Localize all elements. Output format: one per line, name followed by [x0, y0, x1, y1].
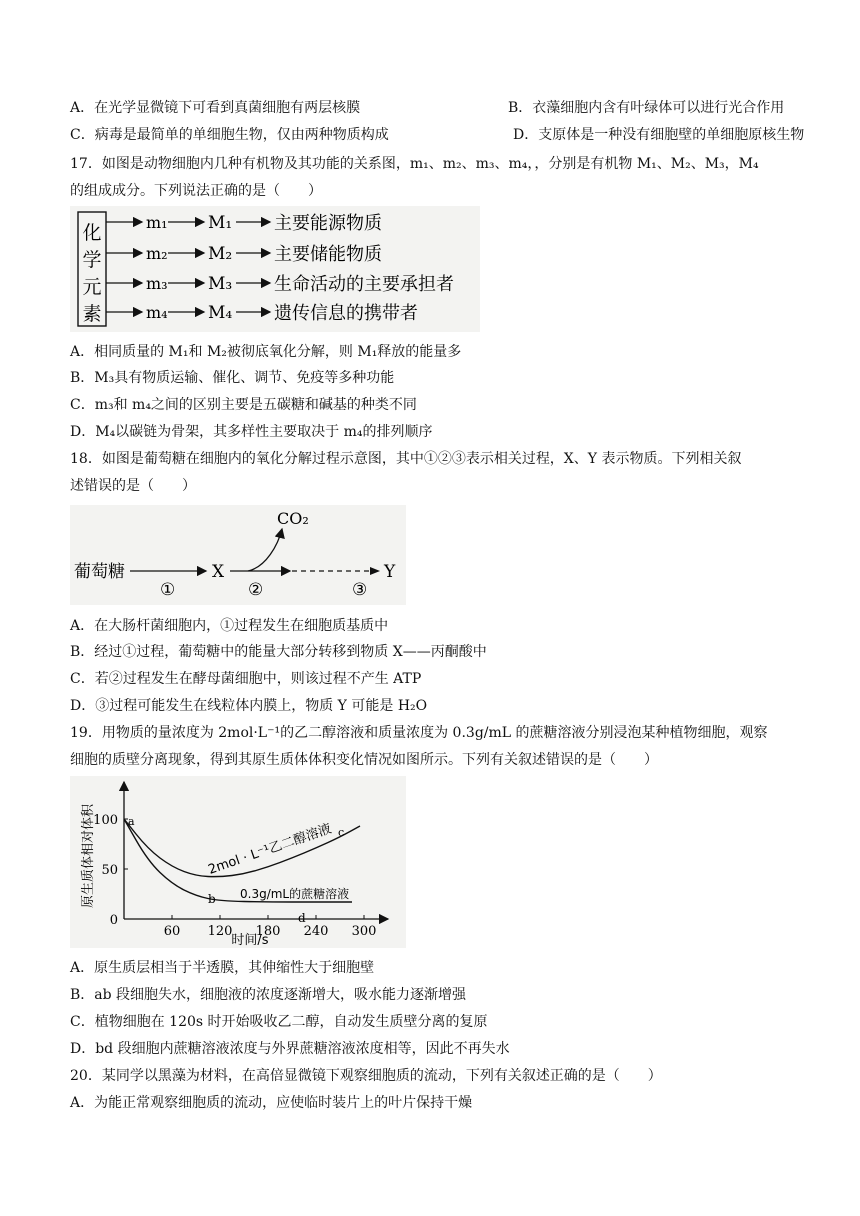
q17-figure: [70, 206, 480, 332]
q16-options-row2: [70, 125, 805, 145]
m1-label: m₁: [146, 213, 168, 232]
y-tick-label-1: 50: [101, 863, 118, 878]
y-label: Y: [384, 562, 396, 582]
x-tick-label-2: 180: [255, 924, 281, 939]
m3-label: m₃: [146, 274, 168, 293]
glucose-label: 葡萄糖: [74, 562, 125, 582]
q18-option-c: C．若②过程发生在酵母菌细胞中，则该过程不产生 ATP: [70, 671, 422, 687]
q18-option-b: B．经过①过程，葡萄糖中的能量大部分转移到物质 X——丙酮酸中: [70, 644, 487, 660]
m2-label: m₂: [146, 244, 168, 263]
q17-row-1: [106, 213, 382, 234]
q17-stem-line2: 的组成成分。下列说法正确的是（ ）: [70, 183, 322, 199]
m4-label: m₄: [146, 303, 168, 322]
q17-row-2: [106, 244, 382, 265]
q19-option-d: D．bd 段细胞内蔗糖溶液浓度与外界蔗糖溶液浓度相等，因此不再失水: [70, 1041, 510, 1057]
q16-option-b: B．衣藻细胞内含有叶绿体可以进行光合作用: [508, 100, 785, 116]
point-label-a: a: [128, 815, 135, 828]
q19-option-a: A．原生质层相当于半透膜，其伸缩性大于细胞壁: [70, 960, 375, 976]
x-axis-label: 时间/s: [231, 933, 269, 948]
co2-branch-arrow: [248, 529, 282, 571]
x-label: X: [212, 562, 225, 582]
point-label-d: d: [298, 911, 306, 925]
q16-option-d: D．支原体是一种没有细胞壁的单细胞原核生物: [513, 127, 805, 143]
M3-label: M₃: [208, 274, 233, 294]
func-4: 遗传信息的携带者: [274, 303, 418, 324]
q18-figure: [70, 505, 406, 605]
q17-row-3: [106, 274, 454, 295]
q16-option-c: C．病毒是最简单的单细胞生物，仅由两种物质构成: [70, 127, 389, 143]
q16-options-row1: [70, 98, 785, 118]
element-char-4: 素: [82, 303, 102, 325]
q16-option-a: A．在光学显微镜下可看到真菌细胞有两层核膜: [70, 100, 361, 116]
q19-stem-line2: 细胞的质壁分离现象，得到其原生质体体积变化情况如图所示。下列有关叙述错误的是（ ）: [70, 752, 658, 768]
element-char-3: 元: [82, 276, 102, 298]
q19-chart: [70, 776, 406, 948]
element-char-1: 化: [82, 222, 102, 244]
series-label-ethylene-glycol: 2mol · L⁻¹乙二醇溶液: [206, 821, 334, 878]
y-axis-label: 原生质体相对体积: [81, 803, 96, 909]
co2-label: CO₂: [277, 509, 309, 528]
func-3: 生命活动的主要承担者: [274, 274, 454, 295]
step1-label: ①: [160, 580, 176, 600]
series-label-sucrose: 0.3g/mL的蔗糖溶液: [240, 887, 350, 901]
x-tick-label-3: 240: [303, 924, 329, 939]
M4-label: M₄: [208, 303, 233, 323]
func-1: 主要能源物质: [274, 213, 382, 234]
M2-label: M₂: [208, 244, 233, 264]
q18-option-d: D．③过程可能发生在线粒体内膜上，物质 Y 可能是 H₂O: [70, 698, 428, 714]
element-char-2: 学: [82, 249, 102, 271]
step3-label: ③: [352, 580, 368, 600]
q17-stem-line1: 17．如图是动物细胞内几种有机物及其功能的关系图，m₁、m₂、m₃、m₄，，分别是有机物 M₁、M₂、M₃，M₄: [70, 156, 759, 172]
y-tick-label-0: 0: [109, 913, 118, 928]
func-2: 主要储能物质: [274, 244, 382, 265]
q18-stem-line1: 18．如图是葡萄糖在细胞内的氧化分解过程示意图，其中①②③表示相关过程，X、Y 表示物质。下列相关叙: [70, 451, 742, 467]
q20-stem: 20．某同学以黑藻为材料，在高倍显微镜下观察细胞质的流动，下列有关叙述正确的是（ ）: [70, 1068, 662, 1084]
x-tick-label-0: 60: [163, 924, 181, 939]
q18-option-a: A．在大肠杆菌细胞内，①过程发生在细胞质基质中: [70, 618, 389, 634]
step2-label: ②: [248, 580, 264, 600]
q18-stem-line2: 述错误的是（ ）: [70, 478, 196, 494]
q17-option-a: A．相同质量的 M₁和 M₂被彻底氧化分解，则 M₁释放的能量多: [70, 344, 462, 360]
M1-label: M₁: [208, 213, 233, 233]
point-label-b: b: [208, 892, 216, 906]
q19-option-c: C．植物细胞在 120s 时开始吸收乙二醇，自动发生质壁分离的复原: [70, 1014, 488, 1030]
y-tick-label-2: 100: [93, 813, 118, 828]
q17-row-4: [106, 303, 418, 324]
q19-option-b: B．ab 段细胞失水，细胞液的浓度逐渐增大，吸水能力逐渐增强: [70, 987, 467, 1003]
q17-option-b: B．M₃具有物质运输、催化、调节、免疫等多种功能: [70, 370, 395, 386]
q17-option-d: D．M₄以碳链为骨架，其多样性主要取决于 m₄的排列顺序: [70, 424, 433, 440]
x-tick-label-4: 300: [351, 924, 377, 939]
point-label-c: c: [338, 826, 345, 839]
q19-stem-line1: 19．用物质的量浓度为 2mol·L⁻¹的乙二醇溶液和质量浓度为 0.3g/mL 的蔗糖溶液分别浸泡某种植物细胞，观察: [70, 725, 768, 741]
q17-option-c: C．m₃和 m₄之间的区别主要是五碳糖和碱基的种类不同: [70, 397, 417, 413]
x-tick-label-1: 120: [207, 924, 233, 939]
q20-option-a: A．为能正常观察细胞质的流动，应使临时装片上的叶片保持干燥: [70, 1095, 473, 1111]
